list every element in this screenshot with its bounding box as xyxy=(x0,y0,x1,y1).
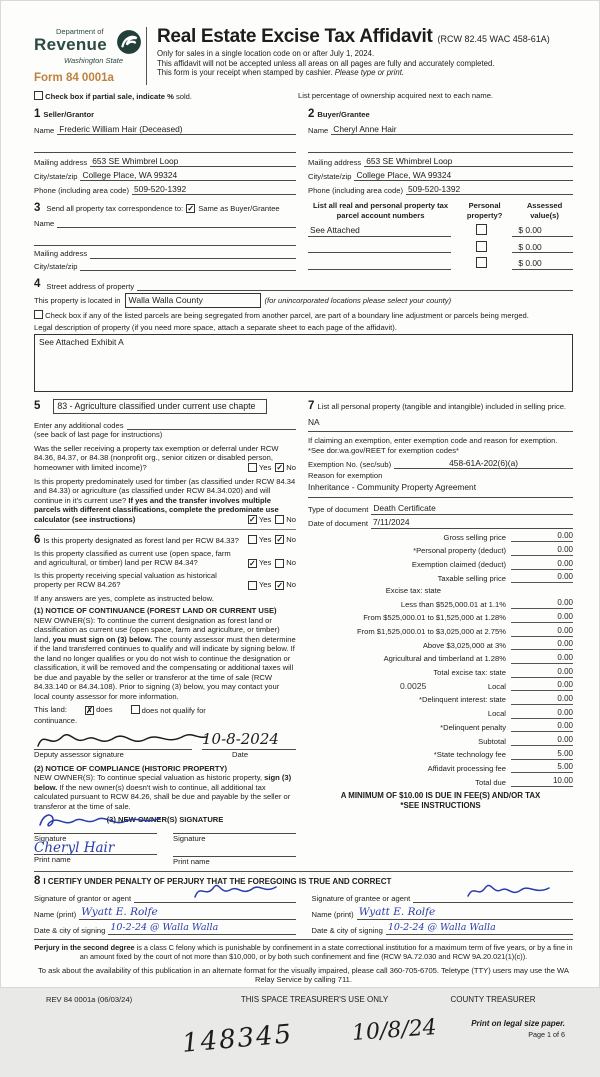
tax-value-field[interactable] xyxy=(511,531,573,542)
tax-value-field[interactable] xyxy=(511,721,573,732)
parcel-header-assessed: Assessed value(s) xyxy=(526,201,563,220)
tax-value-field[interactable] xyxy=(511,545,573,556)
timber-no-checkbox[interactable] xyxy=(275,515,284,524)
section-3-number: 3 xyxy=(34,202,41,215)
stamp-number-handwriting: 148345 xyxy=(180,1018,295,1059)
historic-no-checkbox[interactable]: ✓ xyxy=(276,580,284,590)
grantor-date-label: Date & city of signing xyxy=(34,925,106,935)
does-not-label: does not qualify for xyxy=(141,706,206,716)
tax-value-field[interactable] xyxy=(511,653,573,664)
seller-section xyxy=(34,107,296,195)
grantee-signature-field[interactable] xyxy=(413,893,573,903)
doc-type-field[interactable] xyxy=(371,503,573,515)
grantor-date-handwriting: 10-2-24 @ Walla Walla xyxy=(110,922,219,934)
grantor-name-handwriting: Wyatt E. Rolfe xyxy=(81,905,158,918)
tax-value-field[interactable] xyxy=(511,735,573,746)
tax-label: Agricultural and timberland at 1.28% xyxy=(383,654,506,664)
buyer-phone-value: 509-520-1392 xyxy=(408,183,461,194)
left-column xyxy=(34,399,296,866)
notice-continuance-body xyxy=(34,616,296,701)
doc-date-label: Date of document xyxy=(308,519,368,529)
dept-name: Revenue xyxy=(34,35,107,55)
seller-heading: Seller/Grantor xyxy=(43,109,95,119)
deputy-assessor-signature[interactable] xyxy=(34,727,209,751)
buyer-city-value: College Place, WA 99324 xyxy=(356,169,452,180)
header-note-3 xyxy=(157,68,573,78)
grantee-date-handwriting: 10-2-24 @ Walla Walla xyxy=(387,922,496,934)
doc-date-value: 7/11/2024 xyxy=(372,517,410,528)
tax-label: Total excise tax: state xyxy=(433,668,506,678)
header xyxy=(34,27,573,85)
main-columns xyxy=(34,399,573,866)
street-address-field[interactable] xyxy=(137,281,573,291)
section-7-number: 7 xyxy=(308,400,315,413)
this-land-label: This land: xyxy=(34,705,67,715)
parcel-header-personal: Personal property? xyxy=(466,201,503,220)
tax-row xyxy=(308,572,573,583)
tax-label: Local xyxy=(487,709,506,719)
owner-signature-field-2[interactable] xyxy=(173,825,296,843)
section3-row xyxy=(34,201,573,271)
signature-label: Signature xyxy=(173,833,206,843)
assessed-value-field[interactable]: $ 0.00 xyxy=(512,258,573,270)
grantee-name-field[interactable] xyxy=(357,906,573,920)
tax-value: 0.00 xyxy=(557,611,573,621)
buyer-phone-label: Phone (including area code) xyxy=(308,185,403,195)
tax-value: 0.00 xyxy=(557,598,573,608)
segregated-checkbox[interactable] xyxy=(34,310,43,319)
owner-printname-handwriting: Cheryl Hair xyxy=(34,839,115,856)
personal-property-checkbox[interactable] xyxy=(476,224,487,235)
dor-swirl-icon xyxy=(116,29,142,57)
tax-row xyxy=(308,721,573,732)
correspondence-label: Send all property tax correspondence to: xyxy=(46,203,184,213)
correspondence-city-label: City/state/zip xyxy=(34,261,78,271)
grantor-signature-label: Signature of grantor or agent xyxy=(34,893,132,903)
tax-value-field[interactable] xyxy=(511,667,573,678)
tax-row xyxy=(308,612,573,623)
parcel-table xyxy=(308,201,573,271)
tax-value-field[interactable] xyxy=(511,749,573,760)
partial-sale-row xyxy=(34,91,573,101)
seller-name-value: Frederic William Hair (Deceased) xyxy=(59,123,183,134)
notice1-text-bold: you must sign on (3) below. xyxy=(52,634,153,644)
owner-printname-field-2[interactable] xyxy=(173,844,296,866)
parcel-number-field[interactable] xyxy=(308,225,451,237)
property-section xyxy=(34,277,573,392)
tax-value: 0.00 xyxy=(557,735,573,744)
deputy-signature-block xyxy=(34,725,296,749)
form-number: Form 84 0001a xyxy=(34,72,114,84)
tax-row xyxy=(308,708,573,719)
owner-printname-row xyxy=(34,839,296,866)
historic-row xyxy=(34,571,296,590)
tax-row xyxy=(308,667,573,678)
tax-value: 0.00 xyxy=(557,558,573,568)
tax-row xyxy=(308,762,573,773)
grantee-name-handwriting: Wyatt E. Rolfe xyxy=(358,905,436,918)
section-5-number: 5 xyxy=(34,400,41,413)
no-label: No xyxy=(286,534,296,544)
tax-value: 0.00 xyxy=(557,572,573,582)
timber-question: Is this property predominately used for timber (as classified under RCW 84.34 and 84.33) or agriculture (as classified under RCW 84.34.020) and will continue in it's current use? xyxy=(34,476,296,505)
parcel-row xyxy=(308,241,573,253)
parcel-number-value: See Attached xyxy=(310,225,360,236)
tax-row xyxy=(308,749,573,760)
tax-value: 0.00 xyxy=(557,652,573,662)
header-note-3-italic: Please type or print. xyxy=(334,68,405,78)
tax-value: 5.00 xyxy=(557,748,573,758)
header-note-3-text: This form is your receipt when stamped by cashier. xyxy=(157,68,333,78)
doc-type-value: Death Certificate xyxy=(373,503,436,514)
buyer-mailing-label: Mailing address xyxy=(308,157,362,167)
dor-logo xyxy=(34,27,146,85)
buyer-section xyxy=(308,107,573,195)
grantee-signature-label: Signature of grantee or agent xyxy=(311,893,411,903)
personal-property-checkbox[interactable] xyxy=(476,241,487,252)
county-note: (for unincorporated locations please select your county) xyxy=(264,296,452,306)
continuance-label: continuance. xyxy=(34,715,78,725)
exemption-no-label: Exemption No. (sec/sub) xyxy=(308,459,392,469)
local-rate-value: 0.0025 xyxy=(400,680,427,691)
legal-description-label: Legal description of property (if you need more space, attach a separate sheet to each page of the affidavit). xyxy=(34,322,397,332)
grantee-date-field[interactable] xyxy=(386,922,573,935)
additional-codes-field[interactable] xyxy=(127,420,297,430)
tax-value: 0.00 xyxy=(557,693,573,703)
tax-value: 0.00 xyxy=(557,721,573,731)
tax-row xyxy=(308,545,573,556)
print-name-label: Print name xyxy=(173,856,210,866)
seller-name-label: Name xyxy=(34,125,55,135)
section-6-number: 6 xyxy=(34,533,41,546)
personal-property-intro: List all personal property (tangible and intangible) included in selling price. xyxy=(317,402,567,412)
tax-label: Subtotal xyxy=(478,736,506,746)
page-title xyxy=(157,27,573,46)
new-owners-signature-title: (3) NEW OWNER(S) SIGNATURE xyxy=(106,815,224,825)
additional-codes-label: Enter any additional codes xyxy=(34,420,124,430)
see-instructions-note: *SEE INSTRUCTIONS xyxy=(400,800,481,810)
rev-number: REV 84 0001a (06/03/24) xyxy=(46,994,133,1004)
tax-value: 0.00 xyxy=(557,707,573,717)
tax-value-field[interactable] xyxy=(511,612,573,623)
tax-label: Gross selling price xyxy=(443,532,506,542)
parcel-row xyxy=(308,257,573,269)
yes-label: Yes xyxy=(258,580,272,590)
section-4-number: 4 xyxy=(34,278,41,291)
seller-mailing-field[interactable] xyxy=(90,156,296,168)
certify-statement: I CERTIFY UNDER PENALTY OF PERJURY THAT THE FOREGOING IS TRUE AND CORRECT xyxy=(43,877,392,887)
timber-yes-checkbox[interactable]: ✓ xyxy=(249,515,256,525)
land-qualify-row xyxy=(34,705,296,715)
grantor-signature-ink xyxy=(192,881,278,901)
grantor-signature-field[interactable] xyxy=(134,893,295,903)
buyer-name-label: Name xyxy=(308,125,329,135)
tax-label: Taxable selling price xyxy=(437,573,506,583)
does-label: does xyxy=(96,705,113,715)
buyer-name-value: Cheryl Anne Hair xyxy=(333,123,397,134)
header-note-2: This affidavit will not be accepted unless all areas on all pages are fully and accurately completed. xyxy=(157,58,495,68)
personal-property-value[interactable]: NA xyxy=(308,416,320,427)
parcel-header-numbers: List all real and personal property tax parcel account numbers xyxy=(313,201,449,220)
header-note-1: Only for sales in a single location code on or after July 1, 2024. xyxy=(157,49,375,58)
reason-label: Reason for exemption xyxy=(308,471,383,481)
parties-row xyxy=(34,107,573,195)
current-use-row xyxy=(34,549,296,568)
personal-property-checkbox[interactable] xyxy=(476,257,487,268)
exemption-no-checkbox[interactable]: ✓ xyxy=(276,463,284,473)
dept-sub: Washington State xyxy=(64,55,124,65)
tax-value-field[interactable] xyxy=(511,762,573,773)
tax-value-field[interactable] xyxy=(511,639,573,650)
no-label: No xyxy=(286,515,296,525)
county-treasurer-label: COUNTY TREASURER xyxy=(450,994,536,1004)
forest-no-checkbox[interactable]: ✓ xyxy=(276,535,284,545)
same-as-buyer-checkbox[interactable]: ✓ xyxy=(187,203,195,213)
grantee-date-label: Date & city of signing xyxy=(311,925,383,935)
forest-land-question: Is this property designated as forest land per RCW 84.33? xyxy=(43,535,239,545)
doc-date-field[interactable] xyxy=(371,517,573,529)
partial-sale-left xyxy=(34,91,192,101)
title-rcw-ref: (RCW 82.45 WAC 458-61A) xyxy=(437,34,550,44)
correspondence-name2-field[interactable] xyxy=(34,236,296,246)
partial-sale-suffix: sold. xyxy=(175,92,193,102)
exemption-no-value: 458-61A-202(6)(a) xyxy=(449,457,519,468)
yes-label: Yes xyxy=(258,463,272,473)
tax-label: Above $3,025,000 at 3% xyxy=(422,640,506,650)
tax-value: 10.00 xyxy=(552,776,573,786)
partial-sale-label: Check box if partial sale, indicate % xyxy=(45,92,174,102)
use-code-select[interactable]: 83 - Agriculture classified under current use chapte xyxy=(53,399,267,414)
grantor-name-field[interactable] xyxy=(79,906,295,920)
legal-description-value: See Attached Exhibit A xyxy=(39,337,124,348)
buyer-mailing-value: 653 SE Whimbrel Loop xyxy=(366,155,453,166)
deputy-date-handwriting: 10-8-2024 xyxy=(202,730,279,749)
seller-name-field[interactable] xyxy=(57,124,296,136)
tax-row xyxy=(308,559,573,570)
county-select[interactable]: Walla Walla County xyxy=(125,293,261,308)
tax-value-field[interactable] xyxy=(511,708,573,719)
treasurer-stamp-area xyxy=(34,1005,573,1077)
tax-label: Less than $525,000.01 at 1.1% xyxy=(400,599,506,609)
owner-printname-field[interactable] xyxy=(34,839,157,866)
tax-row xyxy=(308,586,573,595)
tax-label: From $525,000.01 to $1,525,000 at 1.28% xyxy=(363,613,506,623)
assessed-value-field[interactable]: $ 0.00 xyxy=(512,225,573,237)
forest-yes-checkbox[interactable] xyxy=(248,535,257,544)
accessibility-note: To ask about the availability of this publication in an alternate format for the visually impaired, please call 360-705-6705. Teletype (TTY) users may use the WA Relay Service by calling 711. xyxy=(38,965,569,985)
tax-label: *Delinquent penalty xyxy=(440,722,506,732)
no-label: No xyxy=(286,558,296,568)
parcel-row xyxy=(308,224,573,236)
right-column xyxy=(308,399,573,866)
tax-label: *Personal property (deduct) xyxy=(413,546,506,556)
tax-label: From $1,525,000.01 to $3,025,000 at 2.75% xyxy=(356,627,506,637)
tax-value: 0.00 xyxy=(557,680,573,690)
no-label: No xyxy=(286,580,296,590)
located-in-label: This property is located in xyxy=(34,296,121,306)
seller-phone-field[interactable] xyxy=(132,184,296,196)
tax-label: Exemption claimed (deduct) xyxy=(411,560,506,570)
grantee-signature-ink xyxy=(465,881,551,901)
tax-value-field[interactable] xyxy=(511,559,573,570)
tax-row xyxy=(308,598,573,609)
tax-row xyxy=(308,694,573,705)
doc-type-label: Type of document xyxy=(308,505,369,515)
notice-compliance-title: (2) NOTICE OF COMPLIANCE (HISTORIC PROPERTY) xyxy=(34,763,228,773)
tax-row xyxy=(308,776,573,787)
tax-value-field[interactable] xyxy=(511,626,573,637)
grantee-name-label: Name (print) xyxy=(311,910,354,920)
reason-value[interactable]: Inheritance - Community Property Agreement xyxy=(308,481,477,492)
tax-value: 0.00 xyxy=(557,544,573,554)
tax-value: 5.00 xyxy=(557,762,573,772)
tax-row-local-rate xyxy=(308,680,573,691)
grantee-signature-block xyxy=(312,891,574,936)
perjury-note xyxy=(34,939,573,961)
grantor-signature-block xyxy=(34,891,296,936)
tax-value: 0.00 xyxy=(557,531,573,541)
timber-question-bold: If yes and the transfer involves multiple parcels with different classifications, complete the predominate use calculator (see instructions) xyxy=(34,495,279,524)
exemption-instructions: If claiming an exemption, enter exemption code and reason for exemption. *See dor.wa.gov/REET for exemption codes* xyxy=(308,436,558,455)
tax-row xyxy=(308,531,573,542)
grantor-name-label: Name (print) xyxy=(34,910,77,920)
forest-land-row xyxy=(34,529,296,547)
perjury-rest-text: is a class C felony which is punishable by confinement in a state correctional institution for a maximum term of five years, or by a fine in an amount fixed by the court of not more than $10,000, or by both such confinement and fine (RCW 9A.72.030 and RCW 9A.20.021(1)(c)). xyxy=(79,943,573,962)
current-use-yes-checkbox[interactable]: ✓ xyxy=(249,558,256,568)
exemption-question: Was the seller receiving a property tax exemption or deferral under RCW 84.36, 84.37, or 84.38 (nonprofit org., senior citizen or disabled person, homeowner with limited income)? xyxy=(34,443,279,472)
tax-value-field[interactable] xyxy=(511,694,573,705)
stamp-date-handwriting: 10/8/24 xyxy=(351,1014,438,1046)
seller-city-field[interactable] xyxy=(80,170,296,182)
deputy-signature-label: Deputy assessor signature xyxy=(34,750,124,760)
tax-label: *Delinquent interest: state xyxy=(419,695,506,705)
title-text: Real Estate Excise Tax Affidavit xyxy=(157,26,433,47)
notice2-text-a: NEW OWNER(S): To continue special valuation as historic property, xyxy=(34,773,265,783)
page-number: Page 1 of 6 xyxy=(528,1029,565,1039)
tax-label: Excise tax: state xyxy=(385,585,441,595)
title-block xyxy=(146,27,573,85)
yes-label: Yes xyxy=(258,534,272,544)
does-not-qualify-checkbox[interactable] xyxy=(131,705,140,714)
perjury-bold-text: Perjury in the second degree xyxy=(34,943,135,953)
tax-value: 0.00 xyxy=(557,625,573,635)
tax-label: Total due xyxy=(475,777,506,787)
seller-phone-label: Phone (including area code) xyxy=(34,185,129,195)
tax-row xyxy=(308,653,573,664)
seller-mailing-value: 653 SE Whimbrel Loop xyxy=(92,155,179,166)
tax-value: 0.00 xyxy=(557,666,573,676)
exemption-yes-checkbox[interactable] xyxy=(248,463,257,472)
seller-phone-value: 509-520-1392 xyxy=(134,183,187,194)
current-use-no-checkbox[interactable] xyxy=(275,559,284,568)
additional-codes-note: (see back of last page for instructions) xyxy=(34,430,163,440)
tax-correspondence-section xyxy=(34,201,296,271)
does-qualify-checkbox[interactable]: ✗ xyxy=(86,706,93,716)
seller-city-value: College Place, WA 99324 xyxy=(82,169,178,180)
parcel-number-field[interactable] xyxy=(308,243,451,253)
buyer-heading: Buyer/Grantee xyxy=(317,109,370,119)
tax-row xyxy=(308,626,573,637)
partial-sale-checkbox[interactable] xyxy=(34,91,43,100)
buyer-city-label: City/state/zip xyxy=(308,171,352,181)
buyer-name2-field[interactable] xyxy=(308,143,573,153)
correspondence-name-field[interactable] xyxy=(57,218,296,228)
treasurer-space-label: THIS SPACE TREASURER'S USE ONLY xyxy=(240,994,389,1004)
tax-value-field[interactable] xyxy=(511,572,573,583)
seller-name2-field[interactable] xyxy=(34,143,296,153)
parcel-number-field[interactable] xyxy=(308,260,451,270)
date-label: Date xyxy=(232,750,249,760)
print-name-label: Print name xyxy=(34,854,71,864)
yes-label: Yes xyxy=(258,558,272,568)
assessed-value-field[interactable]: $ 0.00 xyxy=(512,242,573,254)
historic-yes-checkbox[interactable] xyxy=(248,581,257,590)
correspondence-mailing-label: Mailing address xyxy=(34,249,88,259)
tax-value-field[interactable] xyxy=(511,598,573,609)
yes-label: Yes xyxy=(258,515,272,525)
notice-compliance-body xyxy=(34,773,296,811)
same-as-buyer-label: Same as Buyer/Grantee xyxy=(198,203,280,213)
tax-value-field[interactable] xyxy=(511,680,573,691)
legal-description-field[interactable] xyxy=(34,334,573,392)
street-address-label: Street address of property xyxy=(46,282,135,291)
notice2-text-c: If the new owner(s) doesn't wish to continue, all additional tax calculated pursuant to RCW 84.26, shall be due and payable by the seller or transferor at the time of sale. xyxy=(34,782,291,811)
notice2-text-bold: sign (3) below. xyxy=(34,773,292,792)
seller-mailing-label: Mailing address xyxy=(34,157,88,167)
tax-label: Local xyxy=(487,681,506,691)
segregated-label: Check box if any of the listed parcels are being segregated from another parcel, are part of a boundary line adjustment or parcels being merged. xyxy=(45,311,529,321)
tax-value-field[interactable] xyxy=(511,776,573,787)
section-2-number: 2 xyxy=(308,107,315,120)
owner-signature-ink xyxy=(36,811,166,831)
correspondence-mailing-field[interactable] xyxy=(90,249,296,259)
print-legal-note: Print on legal size paper. xyxy=(471,1018,565,1028)
no-label: No xyxy=(286,463,296,473)
tax-label: Affidavit processing fee xyxy=(427,763,506,773)
dept-prefix: Department of xyxy=(56,27,104,36)
ownership-note: List percentage of ownership acquired next to each name. xyxy=(298,91,494,101)
if-any-yes-note: If any answers are yes, complete as instructed below. xyxy=(34,593,214,603)
buyer-phone-field[interactable] xyxy=(406,184,573,196)
tax-label: *State technology fee xyxy=(433,750,506,760)
tax-row xyxy=(308,735,573,746)
correspondence-city-field[interactable] xyxy=(80,261,296,271)
grantor-date-field[interactable] xyxy=(108,922,295,935)
buyer-city-field[interactable] xyxy=(354,170,573,182)
minimum-due-note: A MINIMUM OF $10.00 IS DUE IN FEE(S) AND/OR TAX xyxy=(340,791,541,801)
seller-city-label: City/state/zip xyxy=(34,171,78,181)
buyer-name-field[interactable] xyxy=(331,124,573,136)
correspondence-name-label: Name xyxy=(34,218,55,228)
section-8-number: 8 xyxy=(34,875,41,888)
notice1-text-c: The county assessor must then determine if the land transferred continues to qualify and will indicate by signing below. If the land no longer qualifies or you do not wish to continue the designation or classification, it will be removed and the compensating or additional taxes will be due and payable by the seller or transferor at the time of sale (RCW 84.33.140 or 84.34.108). Prior to signing (3) below, you may contact your local county assessor for more information. xyxy=(34,634,296,701)
section-1-number: 1 xyxy=(34,107,41,120)
signature-label: Signature xyxy=(34,833,67,843)
notice-continuance-title: (1) NOTICE OF CONTINUANCE (FOREST LAND OR CURRENT USE) xyxy=(34,606,277,616)
current-use-question: Is this property classified as current use (open space, farm and agricultural, or timber) land per RCW 84.34? xyxy=(34,548,231,568)
tax-row xyxy=(308,639,573,650)
tax-computation xyxy=(308,531,573,787)
historic-question: Is this property receiving special valuation as historical property per RCW 84.26? xyxy=(34,570,217,590)
footer-row xyxy=(34,995,573,1005)
tax-value: 0.00 xyxy=(557,639,573,649)
exemption-no-field[interactable] xyxy=(394,458,573,470)
notice1-text-a: NEW OWNER(S): To continue the current designation as forest land or classification as current use (open space, farm and agriculture, or timber) land, xyxy=(34,615,280,644)
buyer-mailing-field[interactable] xyxy=(364,156,573,168)
certification-section xyxy=(34,871,573,935)
